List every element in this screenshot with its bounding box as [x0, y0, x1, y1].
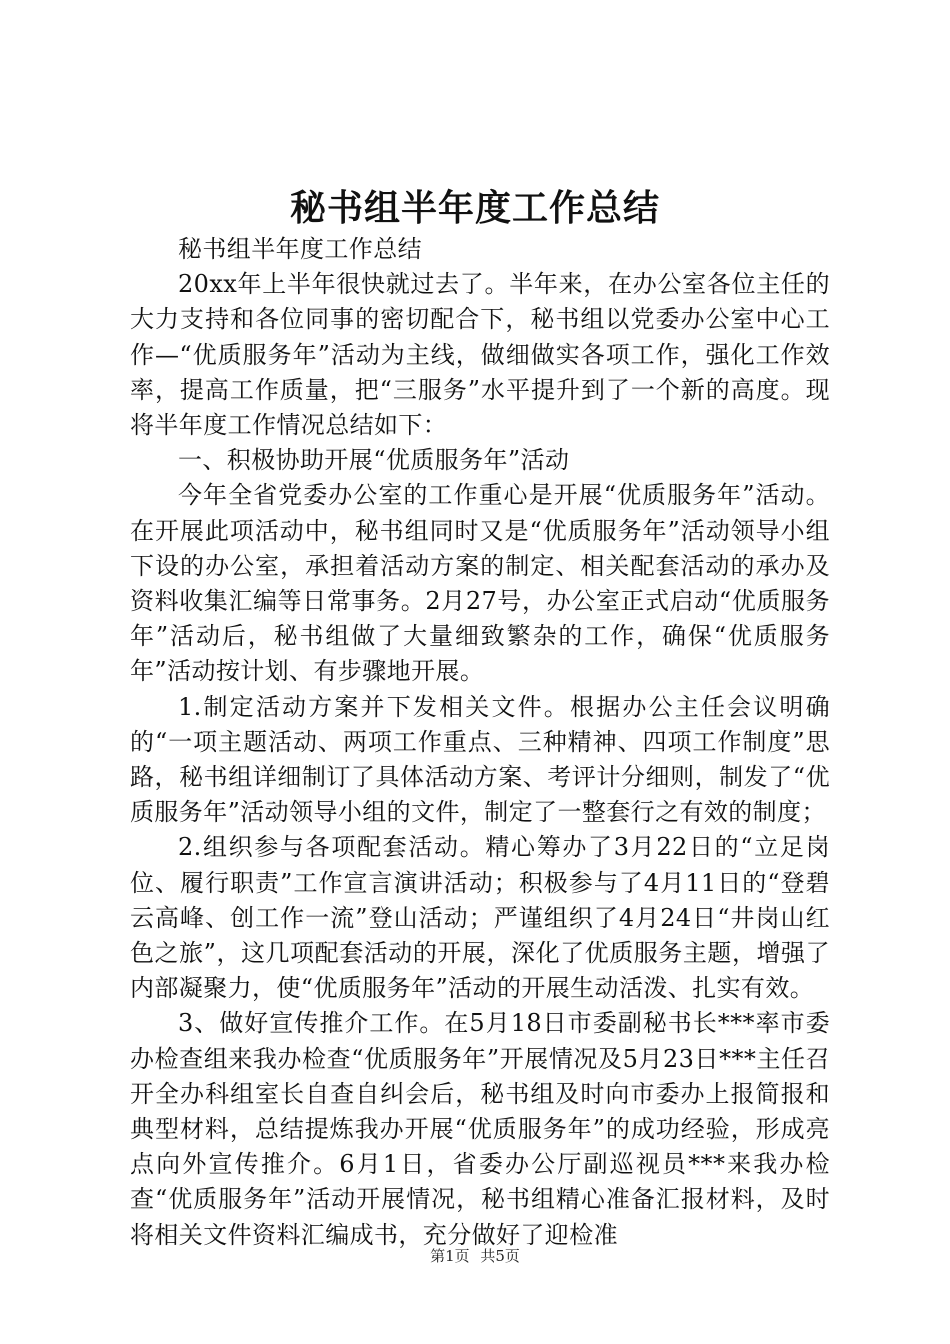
document-title: 秘书组半年度工作总结: [289, 187, 660, 229]
paragraph-item-3: 3、做好宣传推介工作。在5月18日市委副秘书长***率市委办检查组来我办检查“优质服务年”开展情况及5月23日***主任召开全办科组室长自查自纠会后，秘书组及时向市委办上报简报和典型材料，总结提炼我办开展“优质服务年”的成功经验，形成亮点向外宣传推介。6月1日，省委办公厅副巡视员***来我办检查“优质服务年”活动开展情况，秘书组精心准备汇报材料，及时将相关文件资料汇编成书，充分做好了迎检准: [130, 1009, 830, 1249]
paragraph-section-1: 今年全省党委办公室的工作重心是开展“优质服务年”活动。在开展此项活动中，秘书组同时又是“优质服务年”活动领导小组下设的办公室，承担着活动方案的制定、相关配套活动的承办及资料收集汇编等日常事务。2月27号，办公室正式启动“优质服务年”活动后，秘书组做了大量细致繁杂的工作，确保“优质服务年”活动按计划、有步骤地开展。: [130, 481, 830, 686]
section-heading-1: 一、积极协助开展“优质服务年”活动: [178, 446, 570, 475]
page-footer: [0, 1246, 950, 1266]
page-number-current: 第1页: [430, 1247, 470, 1265]
paragraph-item-1: 1.制定活动方案并下发相关文件。根据办公主任会议明确的“一项主题活动、两项工作重点、三种精神、四项工作制度”思路，秘书组详细制订了具体活动方案、考评计分细则，制发了“优质服务年”活动领导小组的文件，制定了一整套行之有效的制度；: [130, 692, 830, 827]
page-number-total: 共5页: [480, 1247, 520, 1265]
paragraph-item-2: 2.组织参与各项配套活动。精心筹办了3月22日的“立足岗位、履行职责”工作宣言演讲活动；积极参与了4月11日的“登碧云高峰、创工作一流”登山活动；严谨组织了4月24日“井岗山红色之旅”，这几项配套活动的开展，深化了优质服务主题，增强了内部凝聚力，使“优质服务年”活动的开展生动活泼、扎实有效。: [130, 833, 830, 1003]
paragraph-subtitle: 秘书组半年度工作总结: [178, 235, 422, 263]
paragraph-intro: 20xx年上半年很快就过去了。半年来，在办公室各位主任的大力支持和各位同事的密切配合下，秘书组以党委办公室中心工作—“优质服务年”活动为主线，做细做实各项工作，强化工作效率，提高工作质量，把“三服务”水平提升到了一个新的高度。现将半年度工作情况总结如下：: [130, 270, 830, 440]
document-body: [130, 232, 830, 1253]
